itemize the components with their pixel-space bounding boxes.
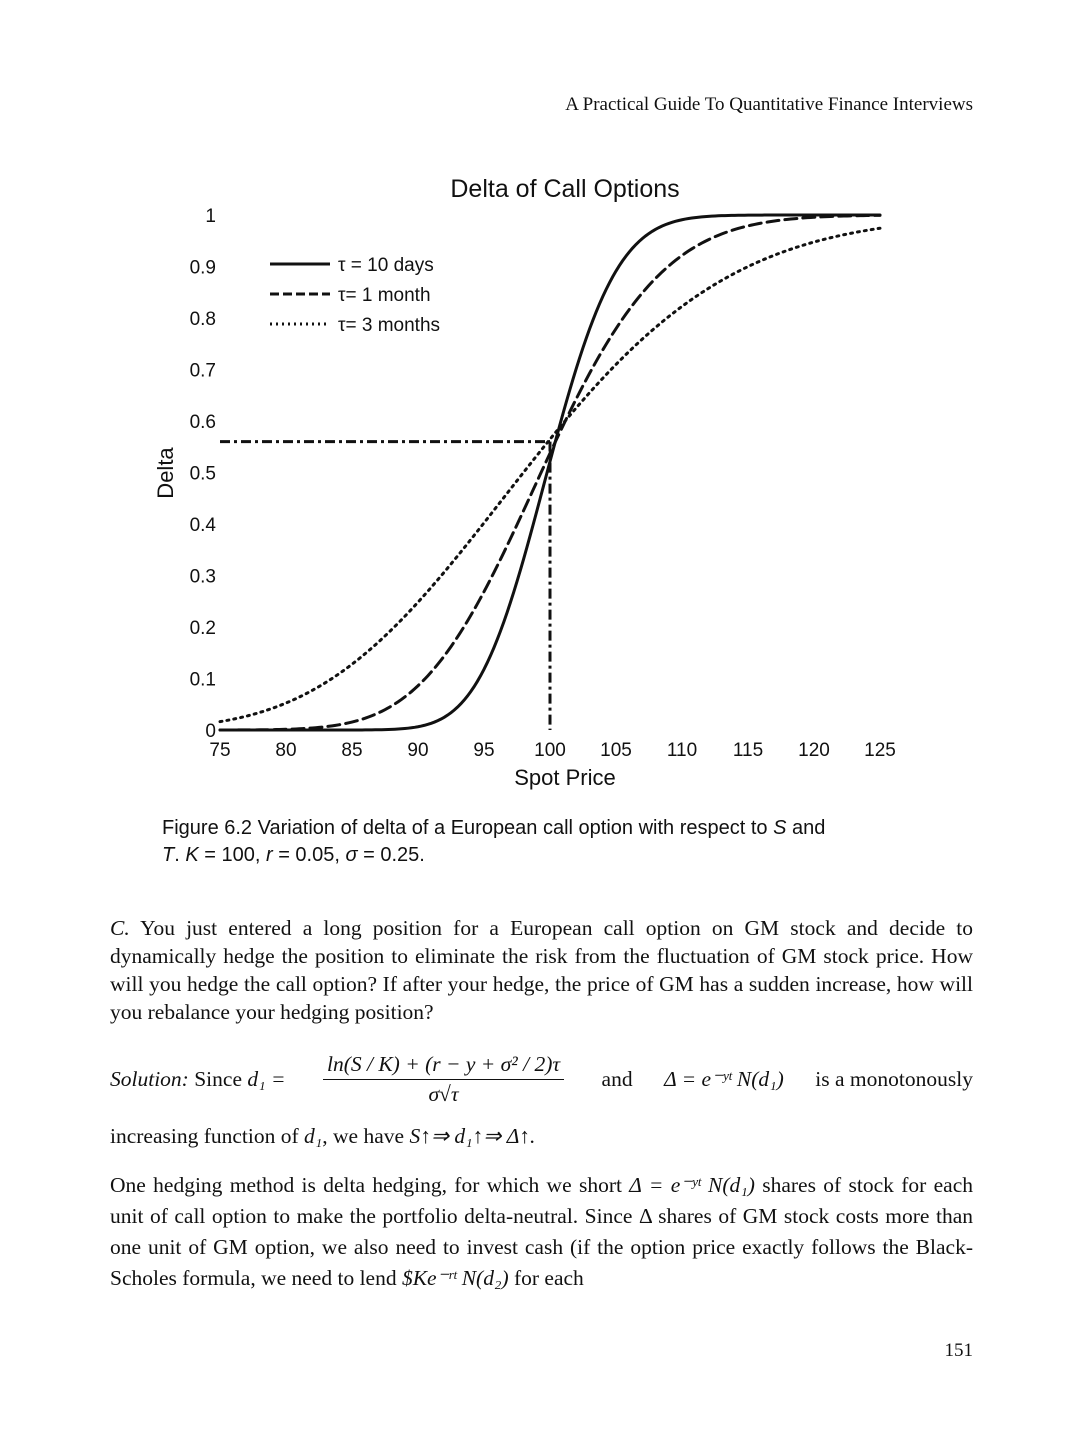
- legend-label: τ = 10 days: [338, 255, 434, 276]
- p2-text: increasing function of: [110, 1124, 305, 1148]
- caption-label: Figure 6.2 Variation of delta of a European call option with respect to: [162, 817, 774, 839]
- caption-and: and: [786, 817, 826, 839]
- caption-rest1: = 100,: [198, 844, 266, 866]
- x-tick-label: 85: [341, 740, 363, 761]
- d1-fraction: [323, 1052, 564, 1107]
- solution-line: [110, 1052, 973, 1107]
- caption-rest3: = 0.25.: [357, 844, 425, 866]
- p2-chain: S↑⇒ d₁↑⇒ Δ↑.: [409, 1124, 536, 1148]
- running-header: A Practical Guide To Quantitative Finance Interviews: [565, 94, 973, 115]
- solution-monotonous: is a monotonously: [815, 1067, 973, 1091]
- x-axis-label: Spot Price: [514, 765, 616, 790]
- legend-label: τ= 1 month: [338, 285, 431, 306]
- solution-since: Since: [194, 1067, 242, 1091]
- y-tick-label: 0.5: [189, 463, 216, 485]
- hedging-paragraph: [110, 1170, 973, 1294]
- x-tick-label: 100: [534, 740, 566, 761]
- x-tick-label: 115: [732, 740, 764, 761]
- chart-title: Delta of Call Options: [450, 175, 680, 203]
- question-paragraph: [110, 914, 973, 1026]
- p3-b: shares of stock for each unit of call option to make the portfolio delta-neutral. Since Δ shares of GM stock costs more than one unit of GM option, we also need to invest cash (if the option price exactly follows the Black-Scholes formula, we need to lend: [110, 1173, 973, 1290]
- question-letter: C.: [110, 916, 130, 940]
- caption-k: K: [185, 844, 199, 866]
- p2-d1: d₁: [304, 1124, 323, 1148]
- solution-and: and: [601, 1067, 633, 1091]
- p3-a: One hedging method is delta hedging, for which we short: [110, 1173, 630, 1197]
- y-axis-label: Delta: [153, 447, 178, 499]
- caption-rest2: = 0.05,: [272, 844, 346, 866]
- y-tick-label: 0.7: [189, 360, 216, 382]
- x-tick-label: 125: [864, 740, 896, 761]
- p3-delta: Δ = e⁻ʸᵗ N(d₁): [629, 1173, 755, 1197]
- x-tick-label: 80: [275, 740, 297, 761]
- y-tick-label: 0.8: [189, 309, 216, 330]
- question-text: You just entered a long position for a European call option on GM stock and decide to dynamically hedge the position to eliminate the risk from the fluctuation of GM stock price. How will you hedge the call option? If after your hedge, the price of GM has a sudden increase, how will you rebalance your hedging position?: [110, 916, 973, 1024]
- p2-have: , we have: [322, 1124, 410, 1148]
- y-tick-label: 0.6: [189, 412, 216, 433]
- y-tick-label: 0.1: [189, 669, 216, 691]
- page-number: 151: [944, 1340, 973, 1361]
- solution-label: Solution:: [110, 1067, 189, 1091]
- y-tick-label: 0: [205, 721, 216, 742]
- x-tick-label: 75: [209, 740, 231, 761]
- caption-r: r: [265, 844, 273, 866]
- delta-formula: Δ = e⁻ʸᵗ N(d₁): [664, 1067, 784, 1091]
- increasing-paragraph: [110, 1122, 973, 1150]
- x-tick-label: 120: [798, 740, 830, 761]
- p3-c: for each: [508, 1266, 584, 1290]
- x-tick-label: 110: [666, 740, 698, 761]
- d1-denominator: σ√τ: [428, 1082, 459, 1106]
- caption-sigma: σ: [345, 844, 358, 866]
- x-tick-label: 95: [473, 740, 495, 761]
- series-line-3: [220, 228, 880, 721]
- d1-numerator: ln(S / K) + (r − y + σ² / 2)τ: [323, 1052, 564, 1080]
- y-tick-label: 0.9: [189, 257, 216, 279]
- caption-t: T: [162, 844, 175, 866]
- x-tick-label: 90: [407, 740, 429, 761]
- x-tick-label: 105: [600, 740, 632, 761]
- y-tick-label: 0.2: [189, 618, 216, 639]
- d1-lhs: d₁ =: [247, 1067, 286, 1091]
- y-tick-label: 1: [205, 206, 216, 227]
- figure-caption: Figure 6.2 Variation of delta of a European call option with respect to S and T. K = 100, r = 0.05, σ = 0.25.: [162, 817, 826, 866]
- y-tick-label: 0.4: [189, 515, 216, 536]
- y-tick-label: 0.3: [189, 566, 216, 588]
- p3-lend: $Ke⁻ʳᵗ N(d₂): [401, 1266, 509, 1290]
- caption-s: S: [773, 817, 787, 839]
- legend-label: τ= 3 months: [338, 315, 441, 336]
